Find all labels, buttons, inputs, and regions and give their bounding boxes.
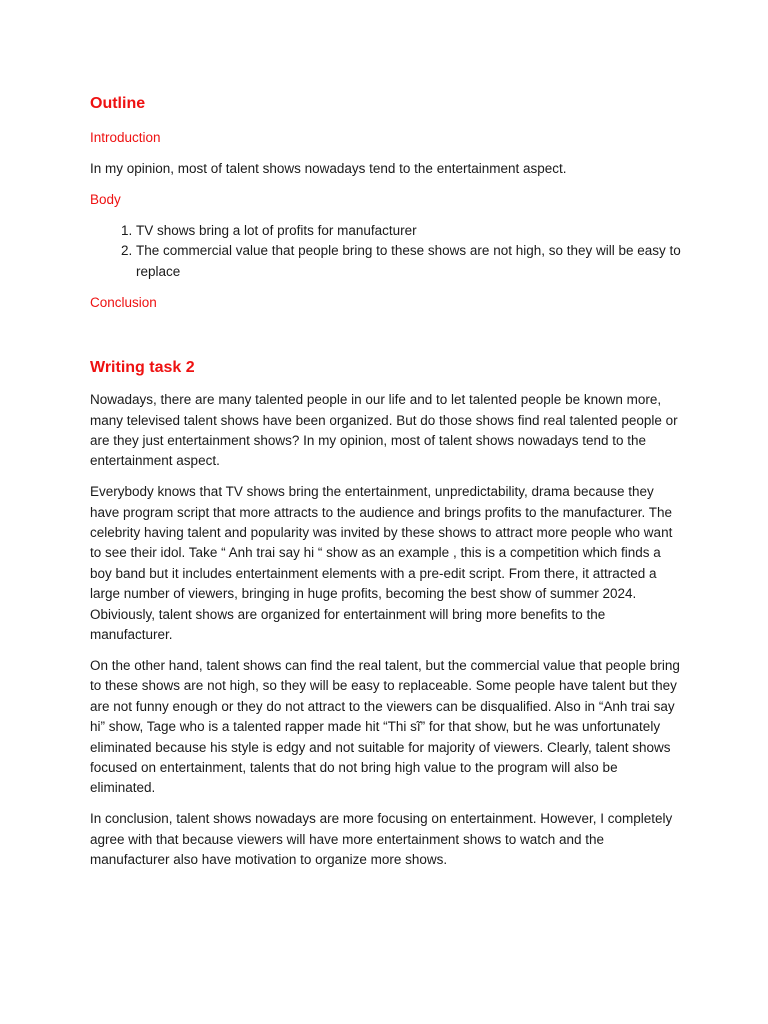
essay-heading: Writing task 2 [90,359,195,377]
introduction-label: Introduction [90,130,161,145]
essay-paragraph-intro: Nowadays, there are many talented people in our life and to let talented people be known more, many televised talent shows have been organized. But do those shows find real talented people or are they just entertainment shows? In my opinion, most of talent shows nowadays tend to the entertainment aspect. [90,392,678,469]
essay-paragraph-body-1: Everybody knows that TV shows bring the entertainment, unpredictability, drama because they have program script that more attracts to the audience and brings profits to the manufacturer. The celebrity having talent and popularity was invited by these shows to attract more people who want to see their idol. Take “ Anh trai say hi “ show as an example , this is a competition which finds a boy band but it includes entertainment elements with a pre-edit script. From there, it attracted a large number of viewers, bringing in huge profits, becoming the best show of summer 2024. Obiviously, talent shows are organized for entertainment will bring more benefits to the manufacturer. [90,484,673,643]
body-point: 2. The commercial value that people bring to these shows are not high, so they will be easy to replace [136,241,682,282]
essay-paragraph-conclusion: In conclusion, talent shows nowadays are more focusing on entertainment. However, I completely agree with that because viewers will have more entertainment shows to watch and the manufacturer also have motivation to organize more shows. [90,811,673,868]
essay-paragraph-body-2: On the other hand, talent shows can find the real talent, but the commercial value that people bring to these shows are not high, so they will be easy to replaceable. Some people have talent but they are not funny enough or they do not attract to the viewers can be disqualified. Also in “Anh trai say hi” show, Tage who is a talented rapper made hit “Thi sĩ” for that show, but he was unfortunately eliminated because his style is edgy and not suitable for majority of viewers. Clearly, talent shows focused on entertainment, talents that do not bring high value to the program will also be eliminated. [90,658,680,796]
body-label: Body [90,191,121,207]
introduction-text: In my opinion, most of talent shows nowadays tend to the entertainment aspect. [90,161,567,176]
document-page [90,92,682,881]
body-points-list [90,221,682,282]
body-point: 1. TV shows bring a lot of profits for manufacturer [136,221,682,241]
outline-heading: Outline [90,95,146,112]
section-spacer [90,324,682,356]
conclusion-label: Conclusion [90,295,157,311]
